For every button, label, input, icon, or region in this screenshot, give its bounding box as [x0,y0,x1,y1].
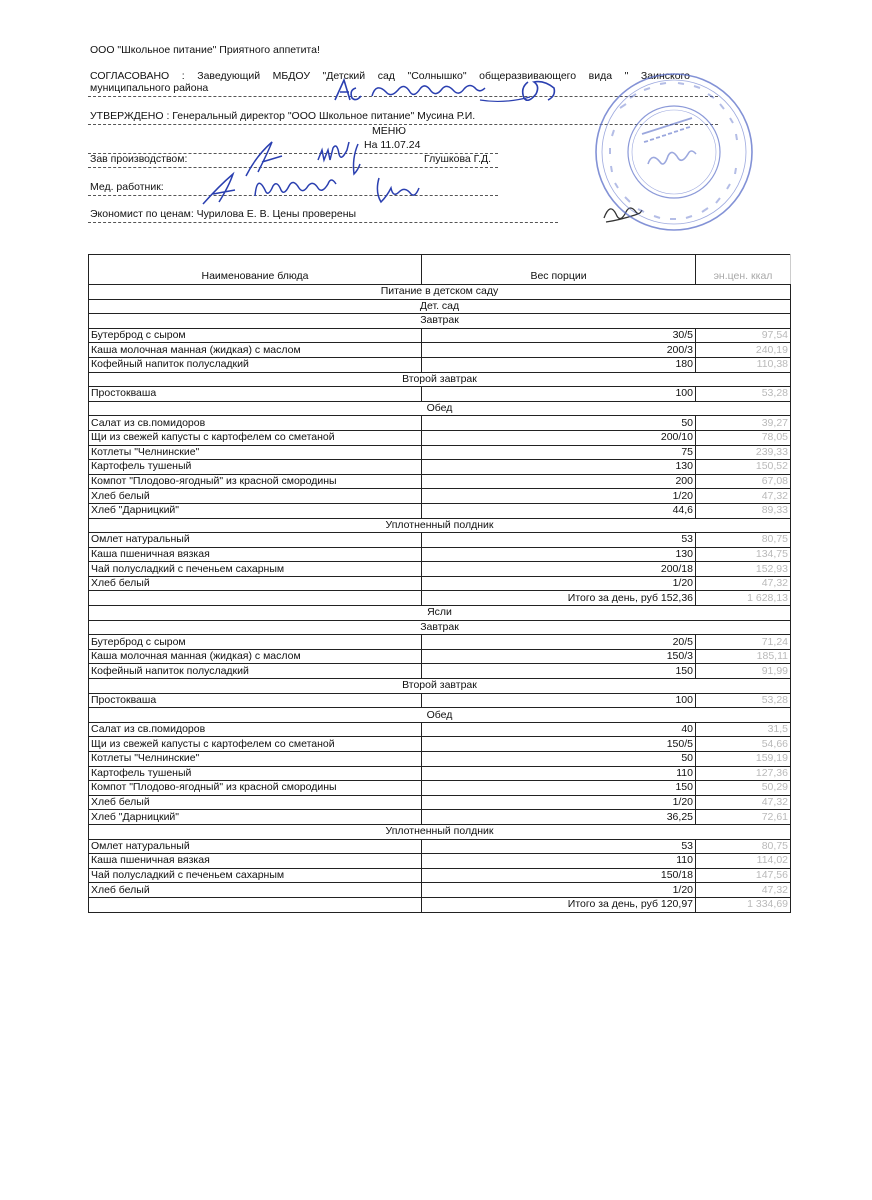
portion-weight: 75 [422,445,696,460]
medical-label: Мед. работник: [90,181,164,193]
portion-weight: 110 [422,766,696,781]
portion-weight: 50 [422,752,696,767]
production-name: Глушкова Г.Д. [424,153,492,165]
org-line: ООО "Школьное питание" Приятного аппетита! [90,44,320,56]
approved-line: УТВЕРЖДЕНО : Генеральный директор "ООО Школьное питание" Мусина Р.И. [90,110,476,122]
portion-weight: 1/20 [422,795,696,810]
section-row [89,679,791,694]
dish-name: Компот "Плодово-ягодный" из красной смородины [89,781,422,796]
energy-value: 239,33 [696,445,791,460]
section-row [89,518,791,533]
portion-weight: 150 [422,781,696,796]
table-row [89,445,791,460]
energy-value: 47,32 [696,883,791,898]
portion-weight: 200/10 [422,430,696,445]
portion-weight: 130 [422,547,696,562]
portion-weight: 100 [422,693,696,708]
section-label: Завтрак [89,314,791,329]
kindergarten-stamp [590,68,758,236]
energy-value: 47,32 [696,576,791,591]
section-label: Обед [89,401,791,416]
table-row [89,460,791,475]
portion-weight: 40 [422,722,696,737]
energy-value: 71,24 [696,635,791,650]
energy-value: 53,28 [696,693,791,708]
agreed-line-2: муниципального района [90,82,209,94]
dish-name: Простокваша [89,387,422,402]
section-label: Дет. сад [89,299,791,314]
table-row [89,547,791,562]
energy-value: 78,05 [696,430,791,445]
dish-name: Картофель тушеный [89,460,422,475]
day-total: Итого за день, руб 120,97 [422,897,696,912]
energy-value: 1 628,13 [696,591,791,606]
section-row [89,606,791,621]
dish-name: Чай полусладкий с печеньем сахарным [89,868,422,883]
table-row [89,328,791,343]
day-total: Итого за день, руб 152,36 [422,591,696,606]
section-label: Уплотненный полдник [89,824,791,839]
dish-name: Компот "Плодово-ягодный" из красной смородины [89,474,422,489]
portion-weight: 30/5 [422,328,696,343]
table-row [89,357,791,372]
table-row [89,649,791,664]
energy-value: 134,75 [696,547,791,562]
table-row [89,752,791,767]
section-row [89,620,791,635]
energy-value: 97,54 [696,328,791,343]
portion-weight: 110 [422,854,696,869]
energy-value: 54,66 [696,737,791,752]
menu-table [88,254,791,913]
table-row [89,474,791,489]
menu-date: На 11.07.24 [364,139,421,151]
energy-value: 67,08 [696,474,791,489]
table-row [89,795,791,810]
section-label: Второй завтрак [89,679,791,694]
dish-name: Картофель тушеный [89,766,422,781]
energy-value: 89,33 [696,503,791,518]
portion-weight: 150/5 [422,737,696,752]
table-row [89,635,791,650]
energy-value: 31,5 [696,722,791,737]
table-row [89,664,791,679]
dish-name: Простокваша [89,693,422,708]
energy-value: 91,99 [696,664,791,679]
table-row [89,868,791,883]
table-row [89,722,791,737]
table-row [89,562,791,577]
energy-value: 80,75 [696,839,791,854]
section-row [89,314,791,329]
table-header-row [89,255,791,285]
energy-value: 47,32 [696,489,791,504]
portion-weight: 150/18 [422,868,696,883]
dish-name: Хлеб "Дарницкий" [89,503,422,518]
table-row [89,576,791,591]
table-row [89,503,791,518]
dish-name [89,591,422,606]
energy-value: 47,32 [696,795,791,810]
energy-value: 110,38 [696,357,791,372]
table-row [89,781,791,796]
dish-name: Бутерброд с сыром [89,635,422,650]
energy-value: 50,29 [696,781,791,796]
portion-weight: 150 [422,664,696,679]
portion-weight: 1/20 [422,489,696,504]
menu-title: МЕНЮ [372,125,406,137]
dish-name: Хлеб белый [89,795,422,810]
dish-name: Чай полусладкий с печеньем сахарным [89,562,422,577]
col-header-energy: эн.цен. ккал [696,255,791,285]
table-row [89,810,791,825]
portion-weight: 53 [422,839,696,854]
section-label: Питание в детском саду [89,285,791,300]
energy-value: 39,27 [696,416,791,431]
dish-name: Котлеты "Челнинские" [89,752,422,767]
dish-name: Щи из свежей капусты с картофелем со сметаной [89,737,422,752]
table-row [89,430,791,445]
portion-weight: 1/20 [422,576,696,591]
energy-value: 147,56 [696,868,791,883]
energy-value: 80,75 [696,533,791,548]
section-label: Ясли [89,606,791,621]
table-row [89,343,791,358]
energy-value: 150,52 [696,460,791,475]
portion-weight: 1/20 [422,883,696,898]
table-row [89,489,791,504]
section-row [89,824,791,839]
dish-name: Каша молочная манная (жидкая) с маслом [89,343,422,358]
agreed-line-1: СОГЛАСОВАНО : Заведующий МБДОУ "Детский сад "Солнышко" общеразвивающего вида " Заинского [90,70,690,82]
portion-weight: 200 [422,474,696,489]
dish-name: Котлеты "Челнинские" [89,445,422,460]
table-row [89,854,791,869]
portion-weight: 44,6 [422,503,696,518]
portion-weight: 150/3 [422,649,696,664]
section-label: Уплотненный полдник [89,518,791,533]
table-row [89,839,791,854]
table-row [89,387,791,402]
energy-value: 1 334,69 [696,897,791,912]
dish-name: Каша пшеничная вязкая [89,854,422,869]
portion-weight: 36,25 [422,810,696,825]
economist-line: Экономист по ценам: Чурилова Е. В. Цены проверены [90,208,357,220]
portion-weight: 200/18 [422,562,696,577]
dish-name: Омлет натуральный [89,839,422,854]
dish-name: Хлеб белый [89,883,422,898]
section-row [89,372,791,387]
production-label: Зав производством: [90,153,188,165]
energy-value: 53,28 [696,387,791,402]
energy-value: 72,61 [696,810,791,825]
section-label: Обед [89,708,791,723]
table-row [89,416,791,431]
energy-value: 127,36 [696,766,791,781]
energy-value: 114,02 [696,854,791,869]
portion-weight: 50 [422,416,696,431]
table-row [89,693,791,708]
section-row [89,285,791,300]
dish-name: Омлет натуральный [89,533,422,548]
section-label: Второй завтрак [89,372,791,387]
table-row [89,883,791,898]
energy-value: 240,19 [696,343,791,358]
dish-name: Салат из св.помидоров [89,416,422,431]
energy-value: 159,19 [696,752,791,767]
signature-medical [195,168,435,208]
section-row [89,299,791,314]
portion-weight: 200/3 [422,343,696,358]
table-row [89,766,791,781]
section-label: Завтрак [89,620,791,635]
dish-name: Каша молочная манная (жидкая) с маслом [89,649,422,664]
col-header-weight: Вес порции [422,255,696,285]
portion-weight: 20/5 [422,635,696,650]
section-row [89,401,791,416]
energy-value: 152,93 [696,562,791,577]
portion-weight: 100 [422,387,696,402]
total-row [89,897,791,912]
economist-underline [88,222,558,223]
dish-name: Кофейный напиток полусладкий [89,357,422,372]
dish-name: Хлеб белый [89,489,422,504]
dish-name: Бутерброд с сыром [89,328,422,343]
table-row [89,737,791,752]
dish-name: Хлеб "Дарницкий" [89,810,422,825]
dish-name: Кофейный напиток полусладкий [89,664,422,679]
dish-name: Салат из св.помидоров [89,722,422,737]
dish-name: Щи из свежей капусты с картофелем со сметаной [89,430,422,445]
table-row [89,533,791,548]
col-header-dish: Наименование блюда [89,255,422,285]
section-row [89,708,791,723]
signature-director [330,74,570,110]
portion-weight: 53 [422,533,696,548]
total-row [89,591,791,606]
dish-name: Каша пшеничная вязкая [89,547,422,562]
dish-name [89,897,422,912]
dish-name: Хлеб белый [89,576,422,591]
portion-weight: 180 [422,357,696,372]
energy-value: 185,11 [696,649,791,664]
portion-weight: 130 [422,460,696,475]
